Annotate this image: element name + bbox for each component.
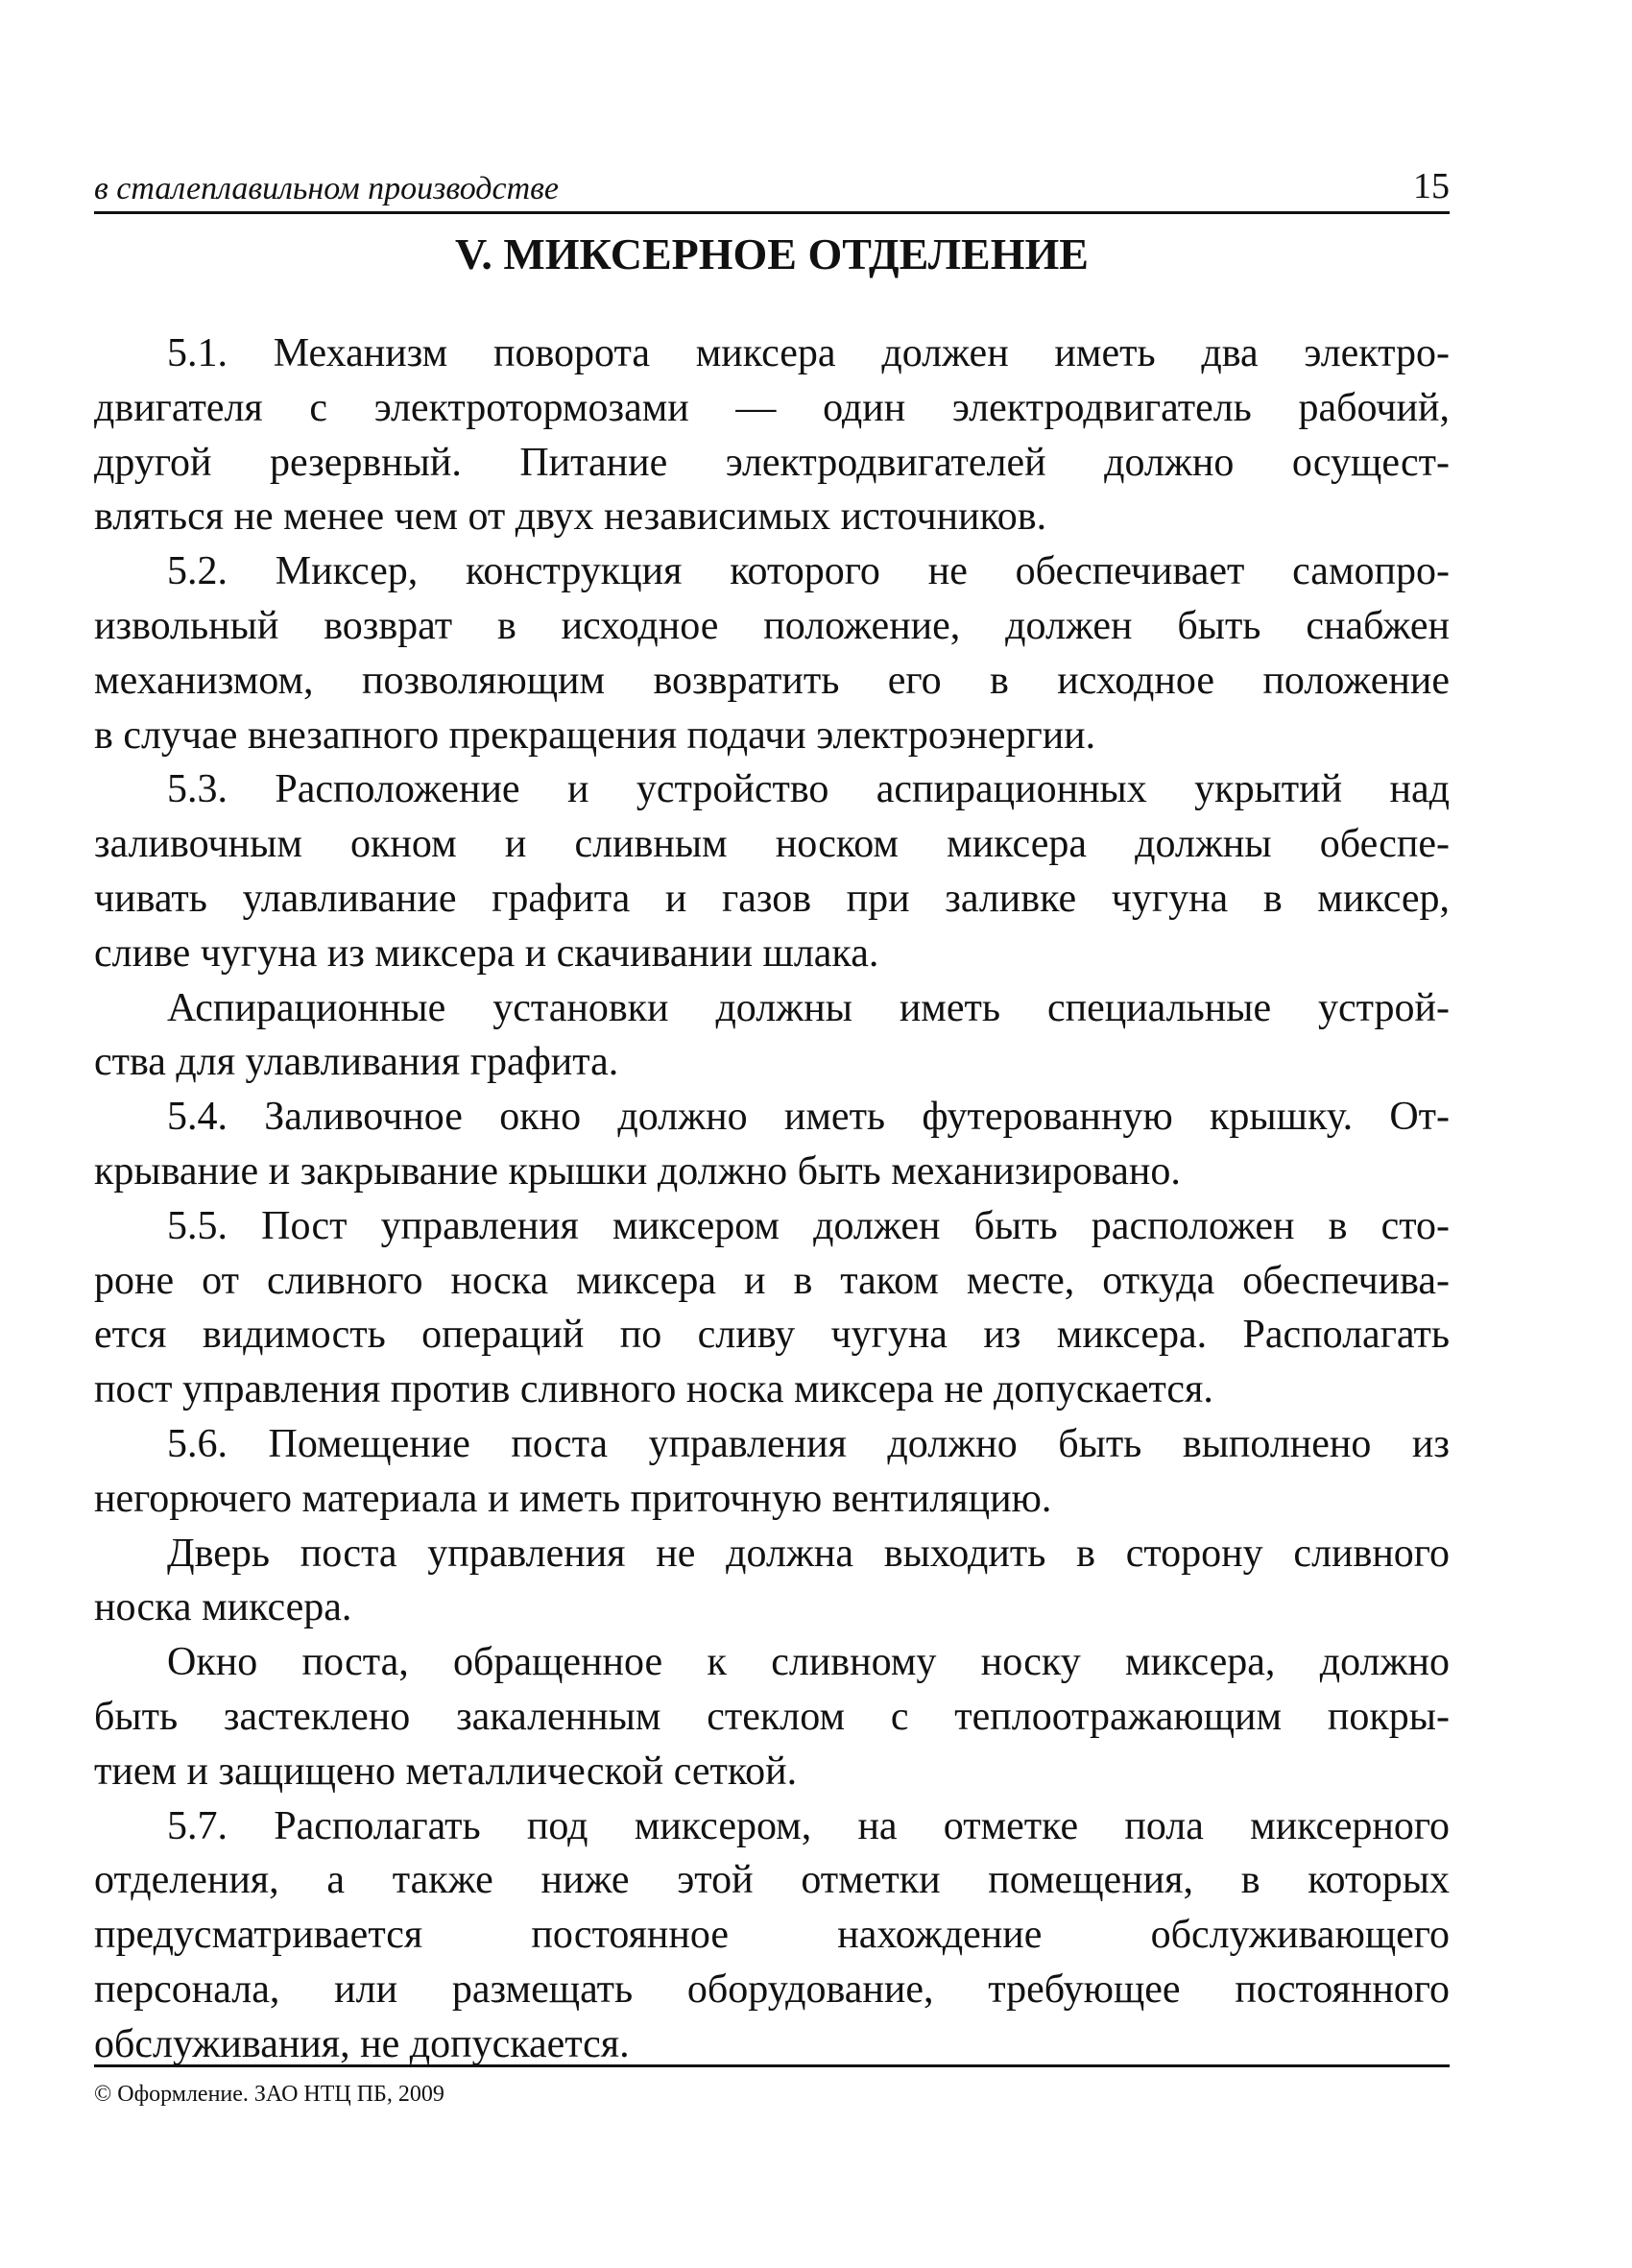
paragraph: [94, 1635, 1450, 1798]
text-line: Окно поста, обращенное к сливному носку миксера, должно: [167, 1640, 1450, 1685]
text-line: механизмом, позволяющим возвратить его в исходное положение: [94, 658, 1450, 703]
text-line: другой резервный. Питание электродвигателей должно осущест-: [94, 440, 1450, 485]
paragraph: [94, 1199, 1450, 1417]
text-line: роне от сливного носка миксера и в таком месте, откуда обеспечива-: [94, 1258, 1450, 1303]
text-line: вляться не менее чем от двух независимых источников.: [94, 495, 1047, 540]
running-title: в сталеплавильном производстве: [94, 171, 559, 206]
text-line: в случае внезапного прекращения подачи электроэнергии.: [94, 712, 1096, 758]
text-line: Аспирационные установки должны иметь специальные устрой-: [167, 985, 1450, 1030]
paragraph: [94, 981, 1450, 1091]
paragraph: [94, 544, 1450, 762]
text-line: негорючего материала и иметь приточную вентиляцию.: [94, 1476, 1052, 1521]
paragraph: [94, 1799, 1450, 2072]
page-number: 15: [1413, 166, 1450, 206]
text-line: сливе чугуна из миксера и скачивании шлака.: [94, 930, 879, 976]
text-line: 5.2. Миксер, конструкция которого не обеспечивает самопро-: [167, 549, 1450, 594]
text-line: персонала, или размещать оборудование, требующее постоянного: [94, 1966, 1450, 2012]
text-line: извольный возврат в исходное положение, должен быть снабжен: [94, 603, 1450, 648]
text-line: носка миксера.: [94, 1585, 352, 1630]
paragraph: [94, 762, 1450, 980]
paragraph: [94, 1417, 1450, 1527]
paragraph: [94, 1090, 1450, 1199]
section-title: V. МИКСЕРНОЕ ОТДЕЛЕНИЕ: [455, 229, 1089, 278]
text-line: Дверь поста управления не должна выходить в сторону сливного: [167, 1531, 1450, 1576]
text-line: ства для улавливания графита.: [94, 1040, 619, 1085]
footer-rule: [94, 2064, 1450, 2067]
text-line: 5.5. Пост управления миксером должен быть расположен в сто-: [167, 1203, 1450, 1248]
text-line: заливочным окном и сливным носком миксера должны обеспе-: [94, 822, 1450, 867]
text-line: тием и защищено металлической сеткой.: [94, 1749, 798, 1794]
text-line: двигателя с электротормозами — один электродвигатель рабочий,: [94, 385, 1450, 430]
text-line: отделения, а также ниже этой отметки помещения, в которых: [94, 1858, 1450, 1903]
footer-copyright: © Оформление. ЗАО НТЦ ПБ, 2009: [94, 2082, 444, 2107]
running-header: [94, 161, 1450, 214]
paragraph: [94, 1527, 1450, 1636]
body-text: [94, 326, 1450, 2072]
text-line: ется видимость операций по сливу чугуна из миксера. Располагать: [94, 1313, 1450, 1358]
text-line: быть застеклено закаленным стеклом с теплоотражающим покры-: [94, 1694, 1450, 1739]
text-line: 5.4. Заливочное окно должно иметь футерованную крышку. От-: [167, 1095, 1450, 1140]
text-line: 5.1. Механизм поворота миксера должен иметь два электро-: [167, 331, 1450, 375]
text-line: 5.7. Располагать под миксером, на отметке пола миксерного: [167, 1803, 1450, 1848]
text-line: чивать улавливание графита и газов при заливке чугуна в миксер,: [94, 876, 1450, 921]
text-line: предусматривается постоянное нахождение обслуживающего: [94, 1913, 1450, 1958]
text-line: пост управления против сливного носка миксера не допускается.: [94, 1367, 1213, 1412]
text-line: 5.3. Расположение и устройство аспирационных укрытий над: [167, 767, 1450, 812]
text-line: обслуживания, не допускается.: [94, 2021, 630, 2066]
paragraph: [94, 326, 1450, 544]
text-line: крывание и закрывание крышки должно быть механизировано.: [94, 1148, 1181, 1194]
text-line: 5.6. Помещение поста управления должно быть выполнено из: [167, 1421, 1450, 1466]
